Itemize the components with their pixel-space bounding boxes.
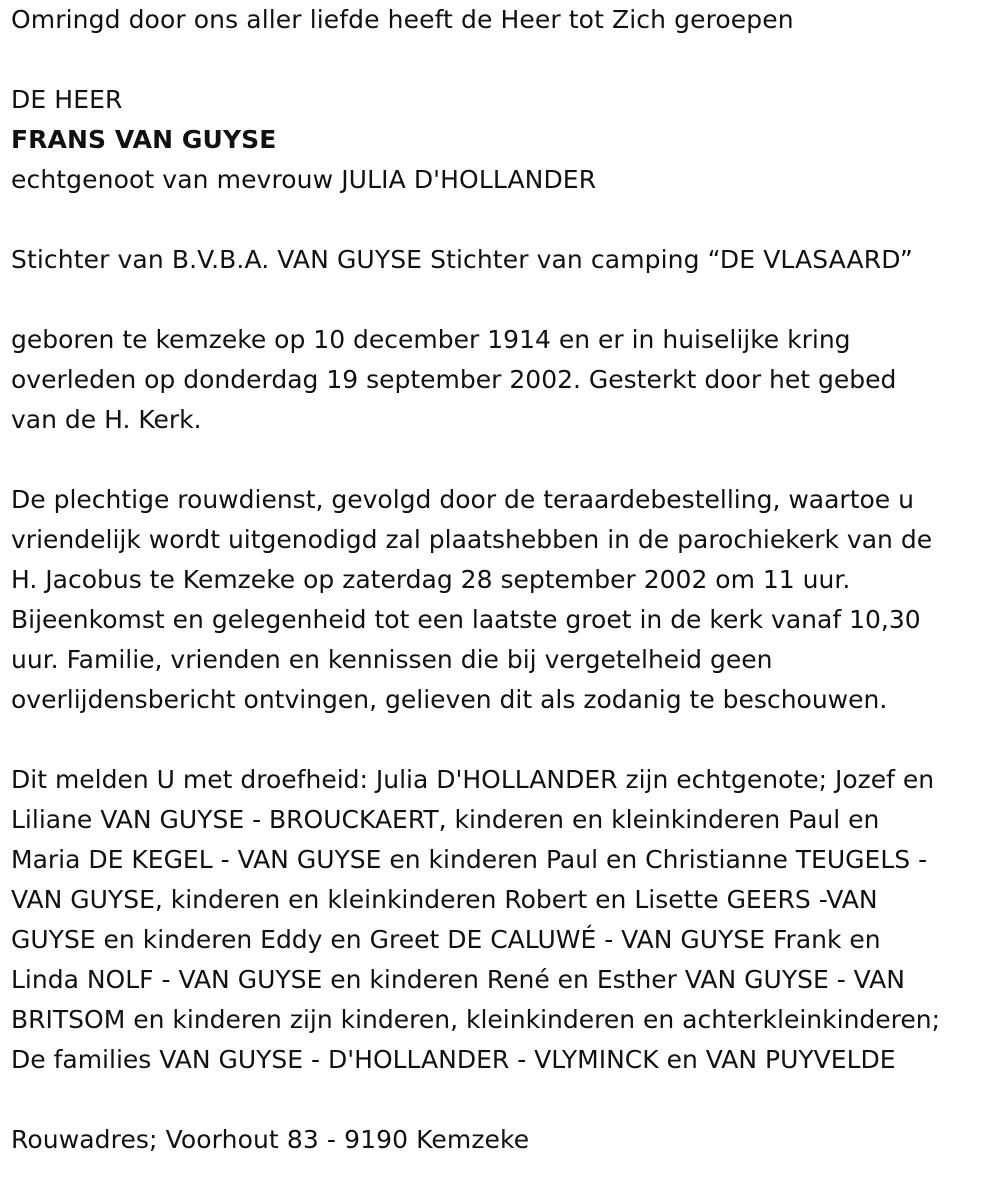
paragraph-line: van de H. Kerk.	[11, 405, 202, 434]
paragraph-line: Linda NOLF - VAN GUYSE en kinderen René en Esther VAN GUYSE - VAN	[11, 965, 905, 994]
spacer	[11, 720, 996, 760]
paragraph-line: vriendelijk wordt uitgenodigd zal plaatshebben in de parochiekerk van de	[11, 525, 933, 554]
intro-line: Omringd door ons aller liefde heeft de Heer tot Zich geroepen	[11, 5, 794, 34]
paragraph-line: Maria DE KEGEL - VAN GUYSE en kinderen Paul en Christianne TEUGELS -	[11, 845, 928, 874]
paragraph-line: De plechtige rouwdienst, gevolgd door de teraardebestelling, waartoe u	[11, 485, 914, 514]
spacer	[11, 1080, 996, 1120]
family-paragraph	[11, 760, 996, 1080]
paragraph-line: overleden op donderdag 19 september 2002. Gesterkt door het gebed	[11, 365, 897, 394]
founder-line: Stichter van B.V.B.A. VAN GUYSE Stichter van camping “DE VLASAARD”	[11, 245, 913, 274]
deceased-name: FRANS VAN GUYSE	[11, 125, 277, 154]
spacer	[11, 280, 996, 320]
paragraph-line: VAN GUYSE, kinderen en kleinkinderen Robert en Lisette GEERS -VAN	[11, 885, 878, 914]
paragraph-line: BRITSOM en kinderen zijn kinderen, kleinkinderen en achterkleinkinderen;	[11, 1005, 941, 1034]
paragraph-line: Dit melden U met droefheid: Julia D'HOLLANDER zijn echtgenote; Jozef en	[11, 765, 935, 794]
paragraph-line: uur. Familie, vrienden en kennissen die bij vergetelheid geen	[11, 645, 773, 674]
paragraph-line: H. Jacobus te Kemzeke op zaterdag 28 september 2002 om 11 uur.	[11, 565, 851, 594]
paragraph-line: Bijeenkomst en gelegenheid tot een laatste groet in de kerk vanaf 10,30	[11, 605, 921, 634]
spacer	[11, 440, 996, 480]
birth-death-paragraph	[11, 320, 996, 440]
funeral-address: Rouwadres; Voorhout 83 - 9190 Kemzeke	[11, 1125, 530, 1154]
paragraph-line: De families VAN GUYSE - D'HOLLANDER - VLYMINCK en VAN PUYVELDE	[11, 1045, 896, 1074]
spacer	[11, 200, 996, 240]
paragraph-line: GUYSE en kinderen Eddy en Greet DE CALUWÉ - VAN GUYSE Frank en	[11, 925, 881, 954]
death-notice	[11, 0, 996, 1160]
spouse-line: echtgenoot van mevrouw JULIA D'HOLLANDER	[11, 165, 597, 194]
paragraph-line: geboren te kemzeke op 10 december 1914 en er in huiselijke kring	[11, 325, 851, 354]
title-prefix: DE HEER	[11, 85, 123, 114]
paragraph-line: Liliane VAN GUYSE - BROUCKAERT, kinderen en kleinkinderen Paul en	[11, 805, 880, 834]
service-paragraph	[11, 480, 996, 720]
paragraph-line: overlijdensbericht ontvingen, gelieven dit als zodanig te beschouwen.	[11, 685, 888, 714]
spacer	[11, 40, 996, 80]
